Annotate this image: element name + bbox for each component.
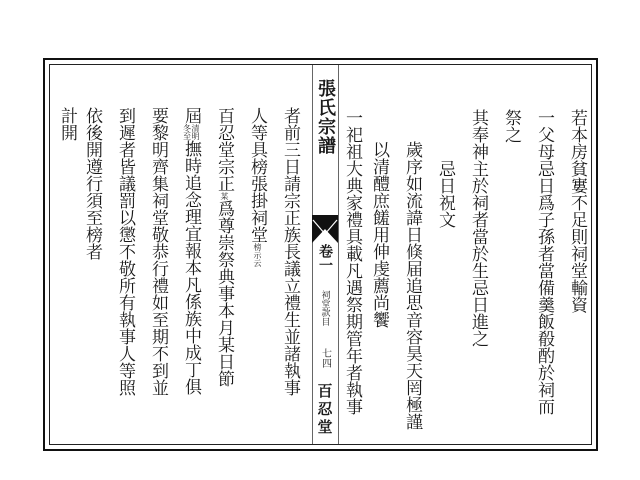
left-text-col-3-note: 某 — [220, 192, 229, 200]
right-text-col-8: 一祀祖大典家禮具載凡遇祭期管年者執事 — [342, 109, 362, 415]
spine — [312, 65, 338, 444]
right-text-col-7: 以清醴庶饈用伸虔薦尚饗 — [369, 141, 389, 328]
fish-tail-mark — [312, 215, 338, 243]
page-frame — [43, 58, 598, 451]
left-text-col-4 — [182, 107, 199, 395]
left-text-col-4-a: 屆 — [181, 107, 201, 124]
left-text-col-3 — [215, 107, 232, 387]
left-text-col-7: 依後開遵行須至榜者 — [82, 107, 102, 260]
left-text-col-4-b: 撫時追念理宜報本凡係族中成丁俱 — [181, 140, 201, 395]
spine-right-rule — [338, 65, 339, 444]
left-text-col-3-b: 爲尊崇祭典事本月某日節 — [214, 200, 234, 387]
left-text-col-4-note-1: 清明 — [191, 124, 200, 140]
left-text-col-8: 計開 — [57, 107, 77, 141]
spine-section: 祠堂款目 — [319, 290, 330, 326]
spine-page-number: 七四 — [319, 348, 331, 368]
right-text-col-6: 歲序如流諱日倏届追思音容昊天罔極謹 — [402, 141, 422, 430]
spine-title: 張氏宗譜 — [315, 79, 336, 155]
right-text-col-3: 祭之 — [501, 109, 521, 143]
left-text-col-2-note: 榜示云 — [253, 243, 262, 267]
left-text-col-4-note-2: 冬至 — [182, 124, 192, 140]
spine-volume: 卷一 — [317, 244, 333, 272]
left-text-col-4-notes — [182, 124, 199, 140]
right-text-col-1: 若本房貧寠不足則祠堂輸資 — [567, 109, 587, 313]
left-text-col-6: 到遲者皆議罰以懲不敬所有執事人等照 — [115, 107, 135, 396]
page-inner-border — [49, 64, 592, 445]
spine-hall-name: 百忍堂 — [315, 383, 334, 437]
left-text-col-3-a: 百忍堂宗正 — [214, 107, 234, 192]
right-text-col-4: 其奉神主於祠者當於生忌日進之 — [468, 109, 488, 347]
right-text-col-2: 一父母忌日爲子孫者當備羹飯殽酌於祠而 — [534, 109, 554, 415]
right-text-col-5: 忌日祝文 — [435, 160, 455, 228]
left-text-col-5: 要黎明齊集祠堂敬恭行禮如至期不到並 — [148, 107, 168, 396]
left-text-col-1: 者前三日請宗正族長議立禮生並諸執事 — [280, 107, 300, 396]
left-text-col-2 — [248, 107, 265, 267]
left-text-col-2-main: 人等具榜張掛祠堂 — [247, 107, 267, 243]
